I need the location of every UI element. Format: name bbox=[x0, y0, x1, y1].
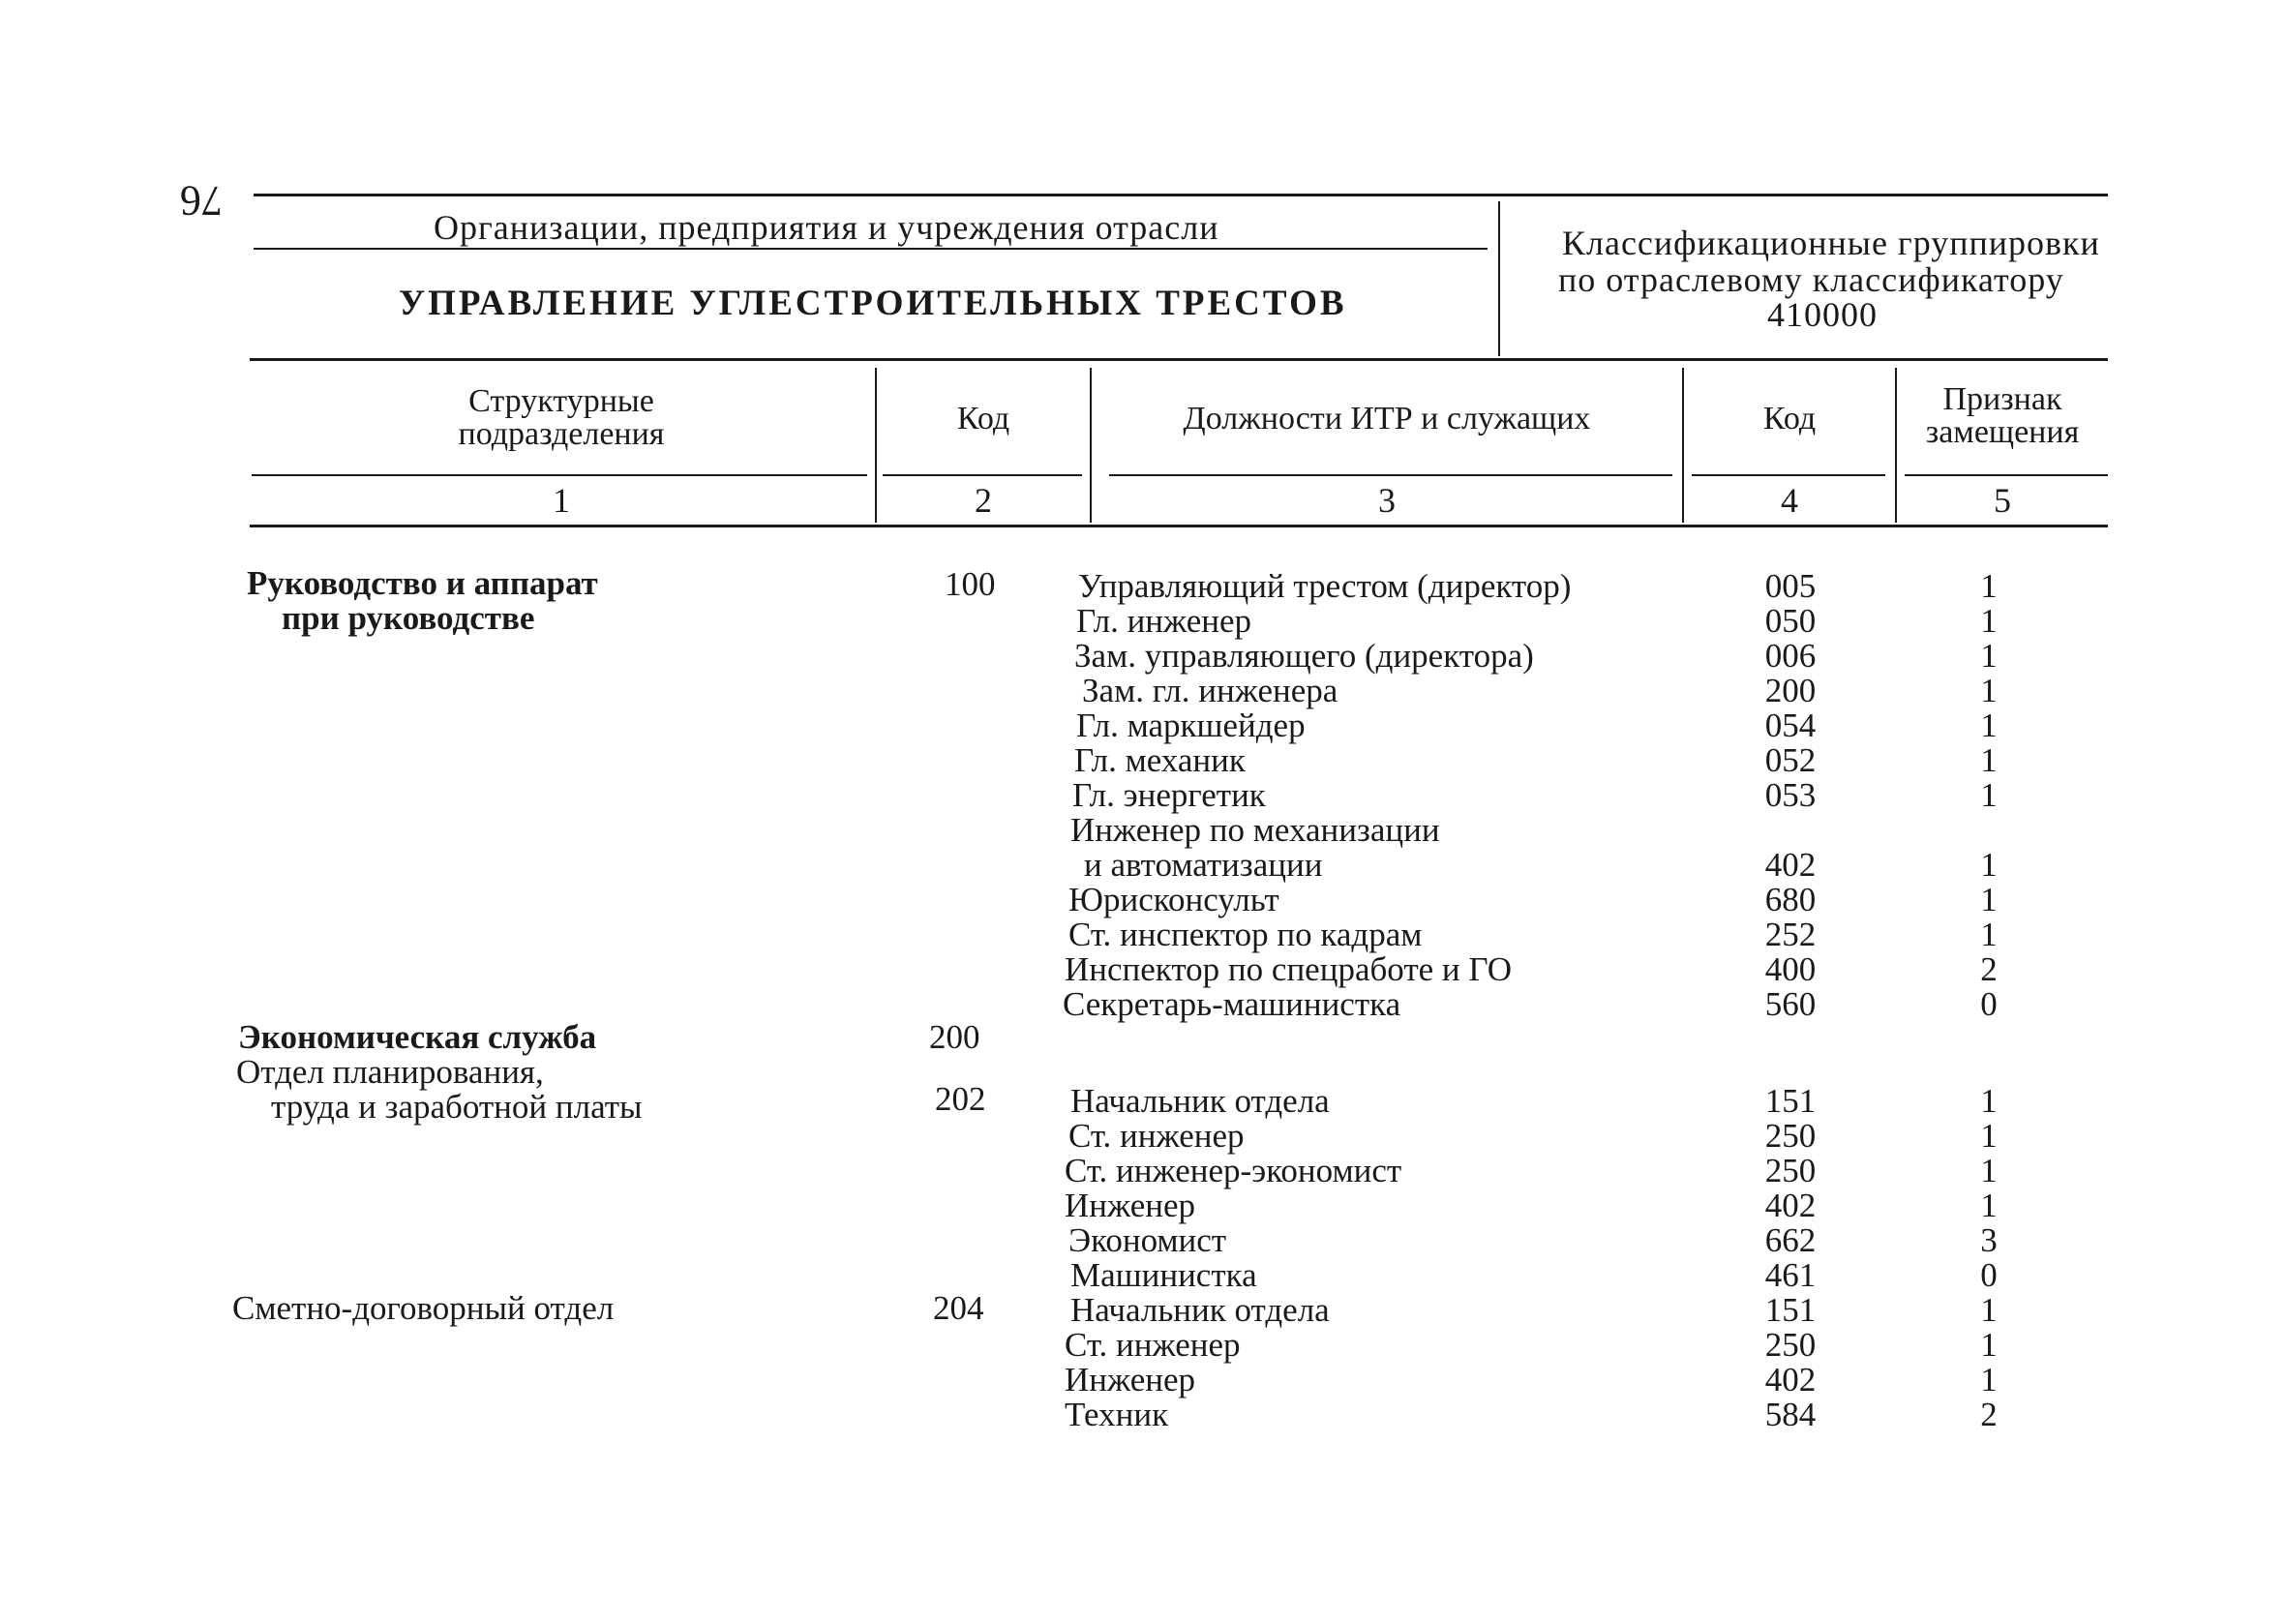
position-code: 461 bbox=[1764, 1256, 1817, 1294]
col5-number: 5 bbox=[1994, 481, 2011, 520]
position-code: 200 bbox=[1764, 672, 1817, 709]
position-title: Экономист bbox=[1068, 1221, 1227, 1259]
position-code: 402 bbox=[1764, 1361, 1817, 1398]
position-title: Инженер bbox=[1065, 1361, 1196, 1398]
header-divider bbox=[1498, 201, 1500, 356]
position-code: 005 bbox=[1764, 567, 1817, 605]
replacement-sign: 1 bbox=[1980, 1152, 1998, 1189]
position-title: Ст. инженер-экономист bbox=[1065, 1152, 1402, 1189]
replacement-sign: 1 bbox=[1980, 1291, 1998, 1329]
position-title: Начальник отдела bbox=[1070, 1082, 1330, 1120]
replacement-sign: 1 bbox=[1980, 1361, 1998, 1398]
col1-header-line1: Структурные bbox=[468, 383, 654, 419]
col3-header: Должности ИТР и служащих bbox=[1183, 401, 1591, 436]
classifier-line-2: по отраслевому классификатору bbox=[1558, 260, 2064, 299]
position-title: Техник bbox=[1065, 1396, 1169, 1433]
replacement-sign: 2 bbox=[1980, 950, 1998, 988]
col1-header-line2: подразделения bbox=[458, 416, 665, 452]
position-code: 252 bbox=[1764, 916, 1817, 953]
position-code: 400 bbox=[1764, 950, 1817, 988]
position-code: 054 bbox=[1764, 707, 1817, 744]
position-title: Инспектор по спецработе и ГО bbox=[1065, 950, 1513, 988]
position-title: Гл. механик bbox=[1074, 741, 1246, 779]
header-top-rule bbox=[254, 194, 2108, 196]
classifier-code: 410000 bbox=[1767, 295, 1878, 334]
col4-number: 4 bbox=[1781, 481, 1798, 520]
header-bottom-rule bbox=[250, 358, 2108, 361]
position-code: 050 bbox=[1764, 602, 1817, 640]
position-title: и автоматизации bbox=[1084, 846, 1323, 884]
position-code: 250 bbox=[1764, 1117, 1817, 1155]
position-code: 402 bbox=[1764, 846, 1817, 884]
position-title: Ст. инспектор по кадрам bbox=[1068, 916, 1423, 953]
replacement-sign bbox=[1965, 811, 2013, 846]
department-code: 202 bbox=[935, 1080, 986, 1118]
position-code: 680 bbox=[1764, 881, 1817, 918]
replacement-sign: 0 bbox=[1980, 1256, 1998, 1294]
position-title: Гл. инженер bbox=[1076, 602, 1252, 640]
replacement-sign: 1 bbox=[1980, 637, 1998, 675]
col1-header bbox=[252, 385, 871, 451]
position-title: Зам. гл. инженера bbox=[1082, 672, 1338, 709]
position-code: 151 bbox=[1764, 1082, 1817, 1120]
classifier-line-1: Классификационные группировки bbox=[1562, 224, 2100, 262]
position-title: Машинистка bbox=[1070, 1256, 1257, 1294]
col3-number: 3 bbox=[1378, 481, 1396, 520]
position-code bbox=[1742, 811, 1839, 846]
page-number: 76 bbox=[180, 177, 223, 225]
replacement-sign: 1 bbox=[1980, 776, 1998, 814]
replacement-sign: 1 bbox=[1980, 846, 1998, 884]
department-code: 100 bbox=[945, 565, 996, 603]
replacement-sign: 1 bbox=[1980, 881, 1998, 918]
col2-number: 2 bbox=[975, 481, 992, 520]
replacement-sign: 1 bbox=[1980, 707, 1998, 744]
org-label: Организации, предприятия и учреждения отрасли bbox=[434, 208, 1219, 247]
replacement-sign: 3 bbox=[1980, 1221, 1998, 1259]
department-code: 200 bbox=[929, 1018, 980, 1056]
col1-number: 1 bbox=[553, 481, 570, 520]
position-title: Гл. энергетик bbox=[1072, 776, 1266, 814]
position-code: 151 bbox=[1764, 1291, 1817, 1329]
replacement-sign: 1 bbox=[1980, 672, 1998, 709]
col2-header: Код bbox=[956, 401, 1010, 436]
position-title: Инженер по механизации bbox=[1070, 811, 1440, 849]
col5-header-line2: замещения bbox=[1925, 414, 2080, 450]
replacement-sign: 1 bbox=[1980, 1082, 1998, 1120]
replacement-sign: 1 bbox=[1980, 916, 1998, 953]
position-code: 053 bbox=[1764, 776, 1817, 814]
replacement-sign: 1 bbox=[1980, 1326, 1998, 1364]
position-title: Зам. управляющего (директора) bbox=[1074, 637, 1534, 675]
col2-underline bbox=[883, 474, 1082, 476]
replacement-sign: 2 bbox=[1980, 1396, 1998, 1433]
position-title: Гл. маркшейдер bbox=[1076, 707, 1306, 744]
replacement-sign: 1 bbox=[1980, 602, 1998, 640]
position-code: 584 bbox=[1764, 1396, 1817, 1433]
position-code: 250 bbox=[1764, 1152, 1817, 1189]
col5-header bbox=[1897, 383, 2108, 449]
position-title: Управляющий трестом (директор) bbox=[1078, 567, 1572, 605]
position-code: 250 bbox=[1764, 1326, 1817, 1364]
position-title: Инженер bbox=[1065, 1187, 1196, 1224]
replacement-sign: 1 bbox=[1980, 1117, 1998, 1155]
position-title: Ст. инженер bbox=[1065, 1326, 1241, 1364]
replacement-sign: 1 bbox=[1980, 1187, 1998, 1224]
col5-header-line1: Признак bbox=[1942, 381, 2062, 417]
position-title: Начальник отдела bbox=[1070, 1291, 1330, 1329]
position-title: Ст. инженер bbox=[1068, 1117, 1245, 1155]
department-name: Руководство и аппарат при руководстве bbox=[247, 564, 598, 637]
header-mid-rule bbox=[254, 248, 1488, 250]
replacement-sign: 1 bbox=[1980, 567, 1998, 605]
page-title: УПРАВЛЕНИЕ УГЛЕСТРОИТЕЛЬНЫХ ТРЕСТОВ bbox=[399, 284, 1347, 323]
department-name: Отдел планирования, труда и заработной платы bbox=[236, 1053, 643, 1126]
department-code: 204 bbox=[933, 1289, 984, 1327]
position-code: 006 bbox=[1764, 637, 1817, 675]
col4-header: Код bbox=[1762, 401, 1817, 436]
position-code: 402 bbox=[1764, 1187, 1817, 1224]
col1-underline bbox=[252, 474, 867, 476]
col4-underline bbox=[1692, 474, 1885, 476]
position-code: 560 bbox=[1764, 985, 1817, 1023]
col3-underline bbox=[1109, 474, 1672, 476]
table-header-bottom-rule bbox=[250, 525, 2108, 527]
position-code: 052 bbox=[1764, 741, 1817, 779]
replacement-sign: 0 bbox=[1980, 985, 1998, 1023]
col5-underline bbox=[1905, 474, 2108, 476]
position-title: Юрисконсульт bbox=[1068, 881, 1279, 918]
replacement-sign: 1 bbox=[1980, 741, 1998, 779]
position-title: Секретарь-машинистка bbox=[1063, 985, 1401, 1023]
department-name: Экономическая служба bbox=[238, 1018, 597, 1056]
position-code: 662 bbox=[1764, 1221, 1817, 1259]
department-name: Сметно-договорный отдел bbox=[232, 1289, 615, 1327]
